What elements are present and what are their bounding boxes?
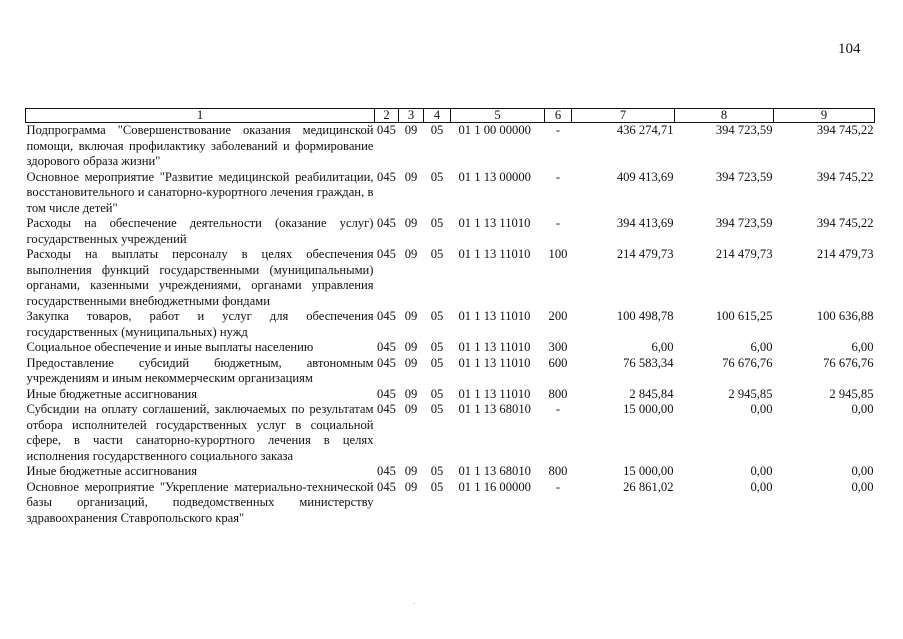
row-ved: 045: [377, 216, 396, 230]
row-amount-3: 0,00: [851, 464, 874, 478]
row-rz: 09: [404, 464, 418, 478]
row-rz: 09: [404, 386, 418, 401]
row-ved: 045: [377, 402, 396, 416]
row-amount-3: 76 676,76: [823, 355, 874, 370]
row-amount-3: 394 745,22: [816, 169, 874, 184]
row-ved: 045: [377, 479, 396, 494]
row-vr: 100: [548, 247, 568, 261]
row-amount-3: 6,00: [851, 340, 874, 354]
row-ved: 045: [377, 247, 396, 261]
row-name: Закупка товаров, работ и услуг для обеспечения государственных (муниципальных) нужд: [26, 309, 374, 339]
table-row: [26, 247, 875, 309]
row-amount-3: 214 479,73: [816, 247, 874, 261]
table-row: [26, 387, 875, 403]
row-csr: 01 1 13 11010: [458, 386, 531, 401]
row-vr: -: [555, 216, 561, 230]
column-header: 2: [375, 109, 399, 123]
row-vr: 600: [548, 355, 568, 370]
row-vr: -: [555, 479, 561, 494]
row-amount-3: 2 945,85: [829, 386, 874, 401]
row-amount-1: 394 413,69: [616, 216, 674, 230]
row-name: Подпрограмма "Совершенствование оказания медицинской помощи, включая профилактику заболеваний и формирование здорового образа жизни": [26, 123, 374, 168]
row-amount-3: 0,00: [851, 479, 874, 494]
row-csr: 01 1 00 00000: [458, 123, 531, 137]
table-row: [26, 464, 875, 480]
table-row: [26, 216, 875, 247]
table-row: [26, 402, 875, 464]
row-csr: 01 1 13 11010: [458, 216, 531, 230]
row-amount-1: 6,00: [651, 340, 674, 354]
row-amount-2: 394 723,59: [715, 169, 773, 184]
row-pr: 05: [430, 479, 444, 494]
row-amount-3: 0,00: [851, 402, 874, 416]
row-rz: 09: [404, 123, 418, 137]
column-header: 1: [26, 109, 375, 123]
row-vr: -: [555, 402, 561, 416]
row-rz: 09: [404, 355, 418, 370]
row-amount-2: 394 723,59: [715, 216, 773, 230]
row-amount-1: 214 479,73: [616, 247, 674, 261]
row-amount-1: 26 861,02: [623, 479, 674, 494]
row-rz: 09: [404, 216, 418, 230]
row-name: Расходы на обеспечение деятельности (оказание услуг) государственных учреждений: [26, 216, 374, 246]
row-amount-3: 394 745,22: [816, 216, 874, 230]
row-pr: 05: [430, 340, 444, 354]
row-amount-2: 6,00: [750, 340, 773, 354]
row-vr: 200: [548, 309, 568, 323]
row-pr: 05: [430, 309, 444, 323]
row-amount-1: 76 583,34: [623, 355, 674, 370]
table-row: [26, 480, 875, 527]
row-ved: 045: [377, 386, 396, 401]
row-name: Иные бюджетные ассигнования: [26, 464, 198, 478]
row-amount-1: 436 274,71: [616, 123, 674, 137]
table-row: [26, 309, 875, 340]
row-amount-1: 15 000,00: [623, 464, 674, 478]
row-rz: 09: [404, 479, 418, 494]
row-amount-2: 0,00: [750, 464, 773, 478]
row-name: Социальное обеспечение и иные выплаты населению: [26, 340, 314, 354]
row-pr: 05: [430, 402, 444, 416]
row-vr: -: [555, 123, 561, 137]
page-number: 104: [838, 41, 861, 57]
row-amount-2: 0,00: [750, 402, 773, 416]
row-rz: 09: [404, 169, 418, 184]
row-vr: 800: [548, 464, 568, 478]
table-row: [26, 123, 875, 170]
row-amount-2: 100 615,25: [715, 309, 773, 323]
table-row: [26, 170, 875, 217]
row-amount-2: 214 479,73: [715, 247, 773, 261]
row-pr: 05: [430, 247, 444, 261]
row-ved: 045: [377, 464, 396, 478]
row-ved: 045: [377, 340, 396, 354]
row-amount-2: 2 945,85: [728, 386, 773, 401]
row-amount-1: 15 000,00: [623, 402, 674, 416]
row-amount-1: 409 413,69: [616, 169, 674, 184]
row-ved: 045: [377, 355, 396, 370]
row-csr: 01 1 13 11010: [458, 340, 531, 354]
row-pr: 05: [430, 123, 444, 137]
column-header: 3: [399, 109, 424, 123]
column-header: 4: [424, 109, 451, 123]
row-rz: 09: [404, 402, 418, 416]
row-amount-2: 394 723,59: [715, 123, 773, 137]
row-amount-3: 394 745,22: [816, 123, 874, 137]
row-name: Основное мероприятие "Укрепление материально-технической базы организаций, подведомственных министерству здравоохранения Ставропольского края": [26, 479, 374, 525]
row-amount-3: 100 636,88: [816, 309, 874, 323]
row-csr: 01 1 13 68010: [458, 402, 531, 416]
row-vr: -: [555, 169, 561, 184]
column-header: 5: [451, 109, 545, 123]
row-amount-1: 100 498,78: [616, 309, 674, 323]
row-csr: 01 1 16 00000: [458, 479, 531, 494]
budget-table: [25, 108, 875, 526]
row-amount-1: 2 845,84: [629, 386, 674, 401]
row-name: Основное мероприятие "Развитие медицинской реабилитации, восстановительного и санаторно-курортного лечения граждан, в том числе детей": [26, 169, 374, 215]
column-header: 7: [572, 109, 675, 123]
row-pr: 05: [430, 464, 444, 478]
row-name: Предоставление субсидий бюджетным, автономным учреждениям и иным некоммерческим организациям: [26, 355, 374, 385]
row-name: Субсидии на оплату соглашений, заключаемых по результатам отбора исполнителей государственных услуг в социальной сфере, в части санаторно-курортного лечения в целях исполнения государственного социального заказа: [26, 402, 374, 463]
row-amount-2: 76 676,76: [722, 355, 773, 370]
row-pr: 05: [430, 169, 444, 184]
row-pr: 05: [430, 386, 444, 401]
row-csr: 01 1 13 11010: [458, 247, 531, 261]
row-vr: 800: [548, 386, 568, 401]
scan-speck: [413, 603, 415, 604]
row-vr: 300: [548, 340, 568, 354]
table-row: [26, 356, 875, 387]
row-rz: 09: [404, 247, 418, 261]
column-header: 8: [675, 109, 774, 123]
row-ved: 045: [377, 169, 396, 184]
row-amount-2: 0,00: [750, 479, 773, 494]
row-name: Расходы на выплаты персоналу в целях обеспечения выполнения функций государственными (муниципальными) органами, казенными учреждениями, органами управления государственными внебюджетными фондами: [26, 247, 374, 308]
column-header: 9: [774, 109, 875, 123]
row-csr: 01 1 13 68010: [458, 464, 531, 478]
row-rz: 09: [404, 340, 418, 354]
row-name: Иные бюджетные ассигнования: [26, 386, 198, 401]
column-header: 6: [545, 109, 572, 123]
table-header-row: [26, 109, 875, 123]
row-csr: 01 1 13 11010: [458, 309, 531, 323]
row-csr: 01 1 13 00000: [458, 169, 531, 184]
table-row: [26, 340, 875, 356]
row-pr: 05: [430, 355, 444, 370]
row-csr: 01 1 13 11010: [458, 355, 531, 370]
row-pr: 05: [430, 216, 444, 230]
row-ved: 045: [377, 309, 396, 323]
row-rz: 09: [404, 309, 418, 323]
row-ved: 045: [377, 123, 396, 137]
